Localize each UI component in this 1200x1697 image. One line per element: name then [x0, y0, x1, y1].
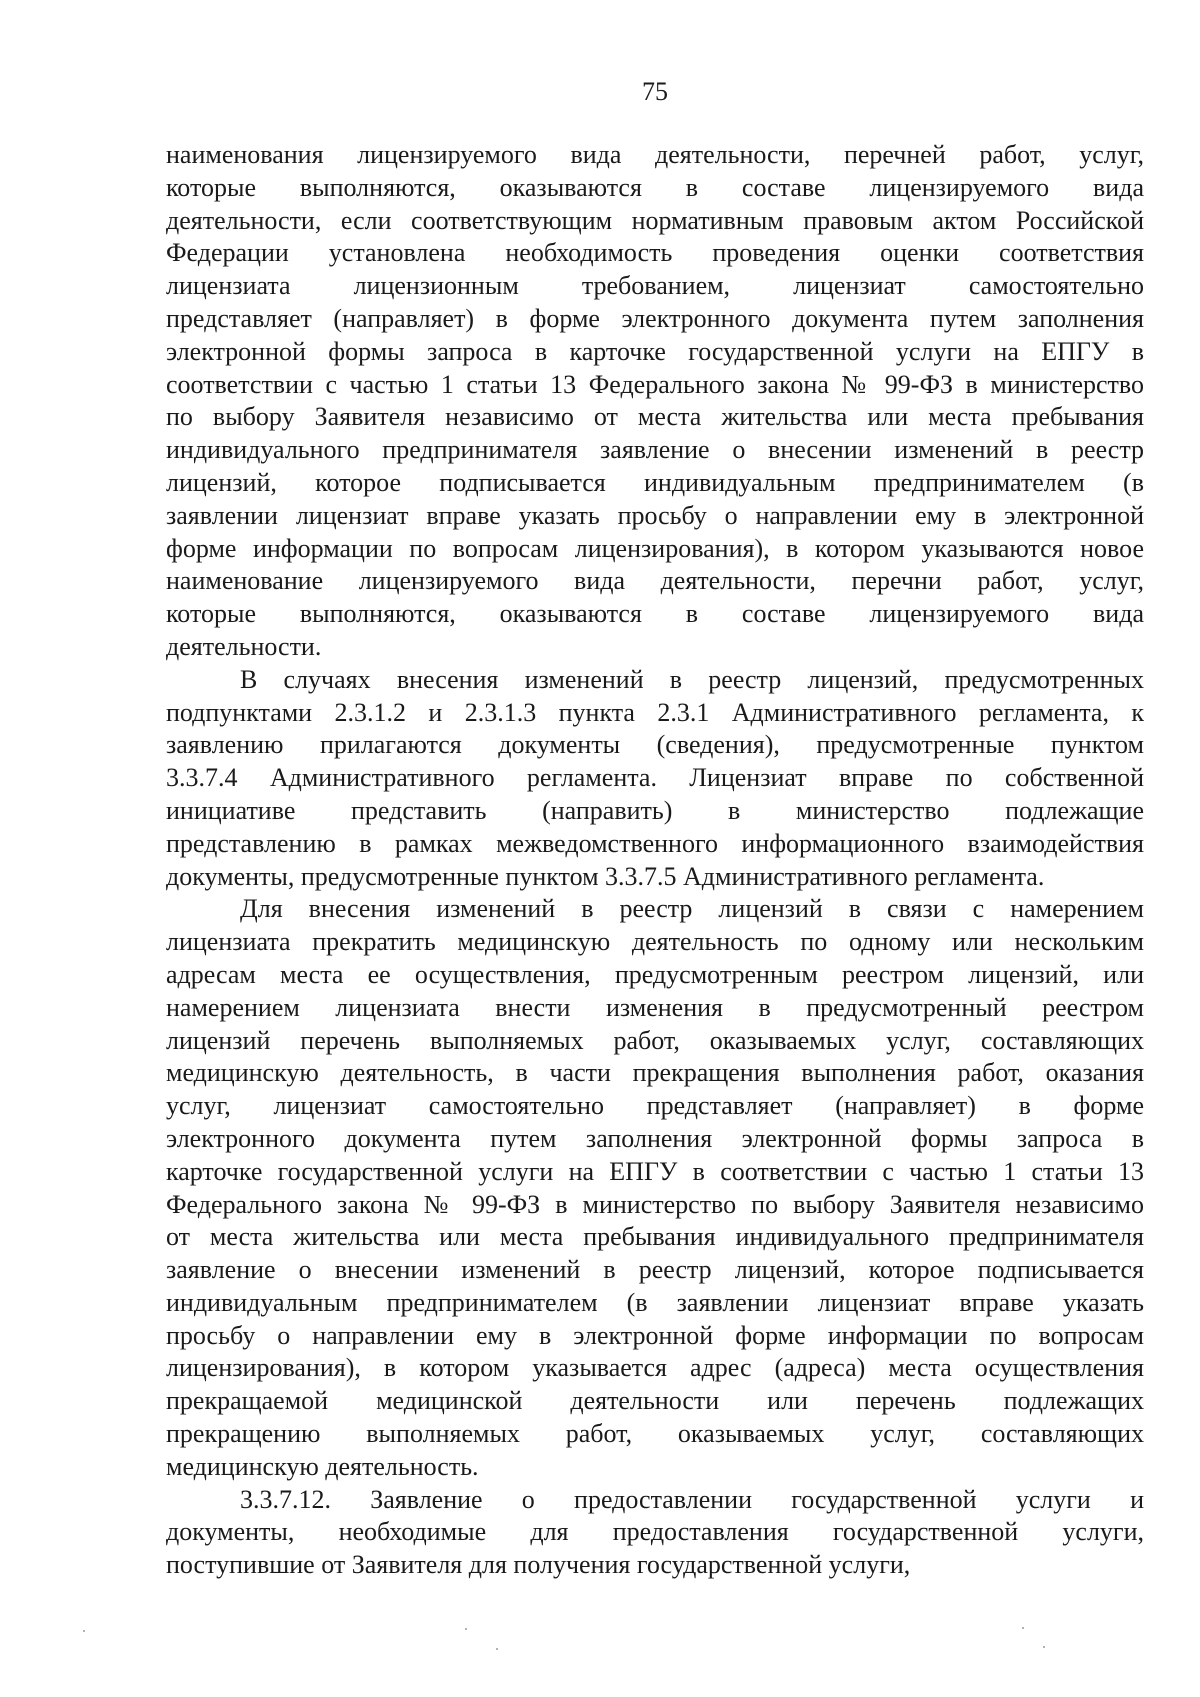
text-line: заявлении лицензиат вправе указать просьбу о направлении ему в электронной	[166, 500, 1144, 530]
text-line: инициативе представить (направить) в министерство подлежащие	[166, 795, 1144, 825]
text-line: представляет (направляет) в форме электронного документа путем заполнения	[166, 303, 1144, 333]
paragraph-cases	[166, 664, 1144, 894]
paragraph-termination	[166, 893, 1144, 1483]
text-line: деятельности, если соответствующим нормативным правовым актом Российской	[166, 205, 1144, 235]
text-line: 3.3.7.4 Административного регламента. Лицензиат вправе по собственной	[166, 763, 1144, 793]
text-line: по выбору Заявителя независимо от места жительства или места пребывания	[166, 402, 1144, 432]
scan-speck	[496, 1648, 498, 1650]
text-line: наименование лицензируемого вида деятельности, перечни работ, услуг,	[166, 566, 1144, 596]
text-line: лицензий, которое подписывается индивидуальным предпринимателем (в	[166, 467, 1144, 497]
text-line: услуг, лицензиат самостоятельно представляет (направляет) в форме	[166, 1091, 1144, 1121]
text-line: от места жительства или места пребывания индивидуального предпринимателя	[166, 1222, 1144, 1252]
text-line: деятельности.	[166, 631, 322, 661]
text-line: прекращаемой медицинской деятельности или перечень подлежащих	[166, 1386, 1144, 1416]
text-line: прекращению выполняемых работ, оказываемых услуг, составляющих	[166, 1419, 1144, 1449]
text-line: лицензий перечень выполняемых работ, оказываемых услуг, составляющих	[166, 1025, 1144, 1055]
text-line: лицензиата лицензионным требованием, лицензиат самостоятельно	[166, 271, 1144, 301]
text-line: документы, предусмотренные пунктом 3.3.7.5 Административного регламента.	[166, 861, 1045, 891]
text-line: электронного документа путем заполнения электронной формы запроса в	[166, 1123, 1144, 1153]
text-line: подпунктами 2.3.1.2 и 2.3.1.3 пункта 2.3.1 Административного регламента, к	[166, 697, 1144, 727]
scan-speck	[1043, 1646, 1045, 1648]
text-line: 3.3.7.12. Заявление о предоставлении государственной услуги и	[240, 1484, 1144, 1514]
text-line: поступившие от Заявителя для получения государственной услуги,	[166, 1550, 911, 1580]
text-line: индивидуального предпринимателя заявление о внесении изменений в реестр	[166, 435, 1144, 465]
text-line: документы, необходимые для предоставления государственной услуги,	[166, 1517, 1144, 1547]
scan-speck	[83, 1630, 85, 1632]
text-line: Для внесения изменений в реестр лицензий в связи с намерением	[240, 894, 1144, 924]
text-line: карточке государственной услуги на ЕПГУ в соответствии с частью 1 статьи 13	[166, 1156, 1144, 1186]
text-line: заявлению прилагаются документы (сведения), предусмотренные пунктом	[166, 730, 1144, 760]
paragraph-continuation	[166, 139, 1144, 664]
text-line: заявление о внесении изменений в реестр лицензий, которое подписывается	[166, 1255, 1144, 1285]
text-line: соответствии с частью 1 статьи 13 Федерального закона № 99-ФЗ в министерство	[166, 369, 1144, 399]
text-line: лицензирования), в котором указывается адрес (адреса) места осуществления	[166, 1353, 1144, 1383]
text-line: просьбу о направлении ему в электронной форме информации по вопросам	[166, 1320, 1144, 1350]
page-number: 75	[642, 77, 668, 106]
text-line: медицинскую деятельность.	[166, 1451, 479, 1481]
text-line: представлению в рамках межведомственного информационного взаимодействия	[166, 828, 1144, 858]
text-line: адресам места ее осуществления, предусмотренным реестром лицензий, или	[166, 959, 1144, 989]
text-line: В случаях внесения изменений в реестр лицензий, предусмотренных	[240, 664, 1144, 694]
text-line: Федерального закона № 99-ФЗ в министерство по выбору Заявителя независимо	[166, 1189, 1144, 1219]
text-line: которые выполняются, оказываются в составе лицензируемого вида	[166, 172, 1144, 202]
text-line: индивидуальным предпринимателем (в заявлении лицензиат вправе указать	[166, 1287, 1144, 1317]
scan-speck	[1022, 1627, 1024, 1629]
text-line: которые выполняются, оказываются в составе лицензируемого вида	[166, 599, 1144, 629]
scan-speck	[465, 1628, 467, 1630]
text-line: намерением лицензиата внести изменения в предусмотренный реестром	[166, 992, 1144, 1022]
text-line: лицензиата прекратить медицинскую деятельность по одному или нескольким	[166, 927, 1144, 957]
body-text	[166, 139, 1144, 1582]
paragraph-section-3-3-7-12	[166, 1484, 1144, 1582]
text-line: электронной формы запроса в карточке государственной услуги на ЕПГУ в	[166, 336, 1144, 366]
text-line: медицинскую деятельность, в части прекращения выполнения работ, оказания	[166, 1058, 1144, 1088]
text-line: наименования лицензируемого вида деятельности, перечней работ, услуг,	[166, 140, 1144, 169]
text-line: форме информации по вопросам лицензирования), в котором указываются новое	[166, 533, 1144, 563]
text-line: Федерации установлена необходимость проведения оценки соответствия	[166, 238, 1144, 268]
